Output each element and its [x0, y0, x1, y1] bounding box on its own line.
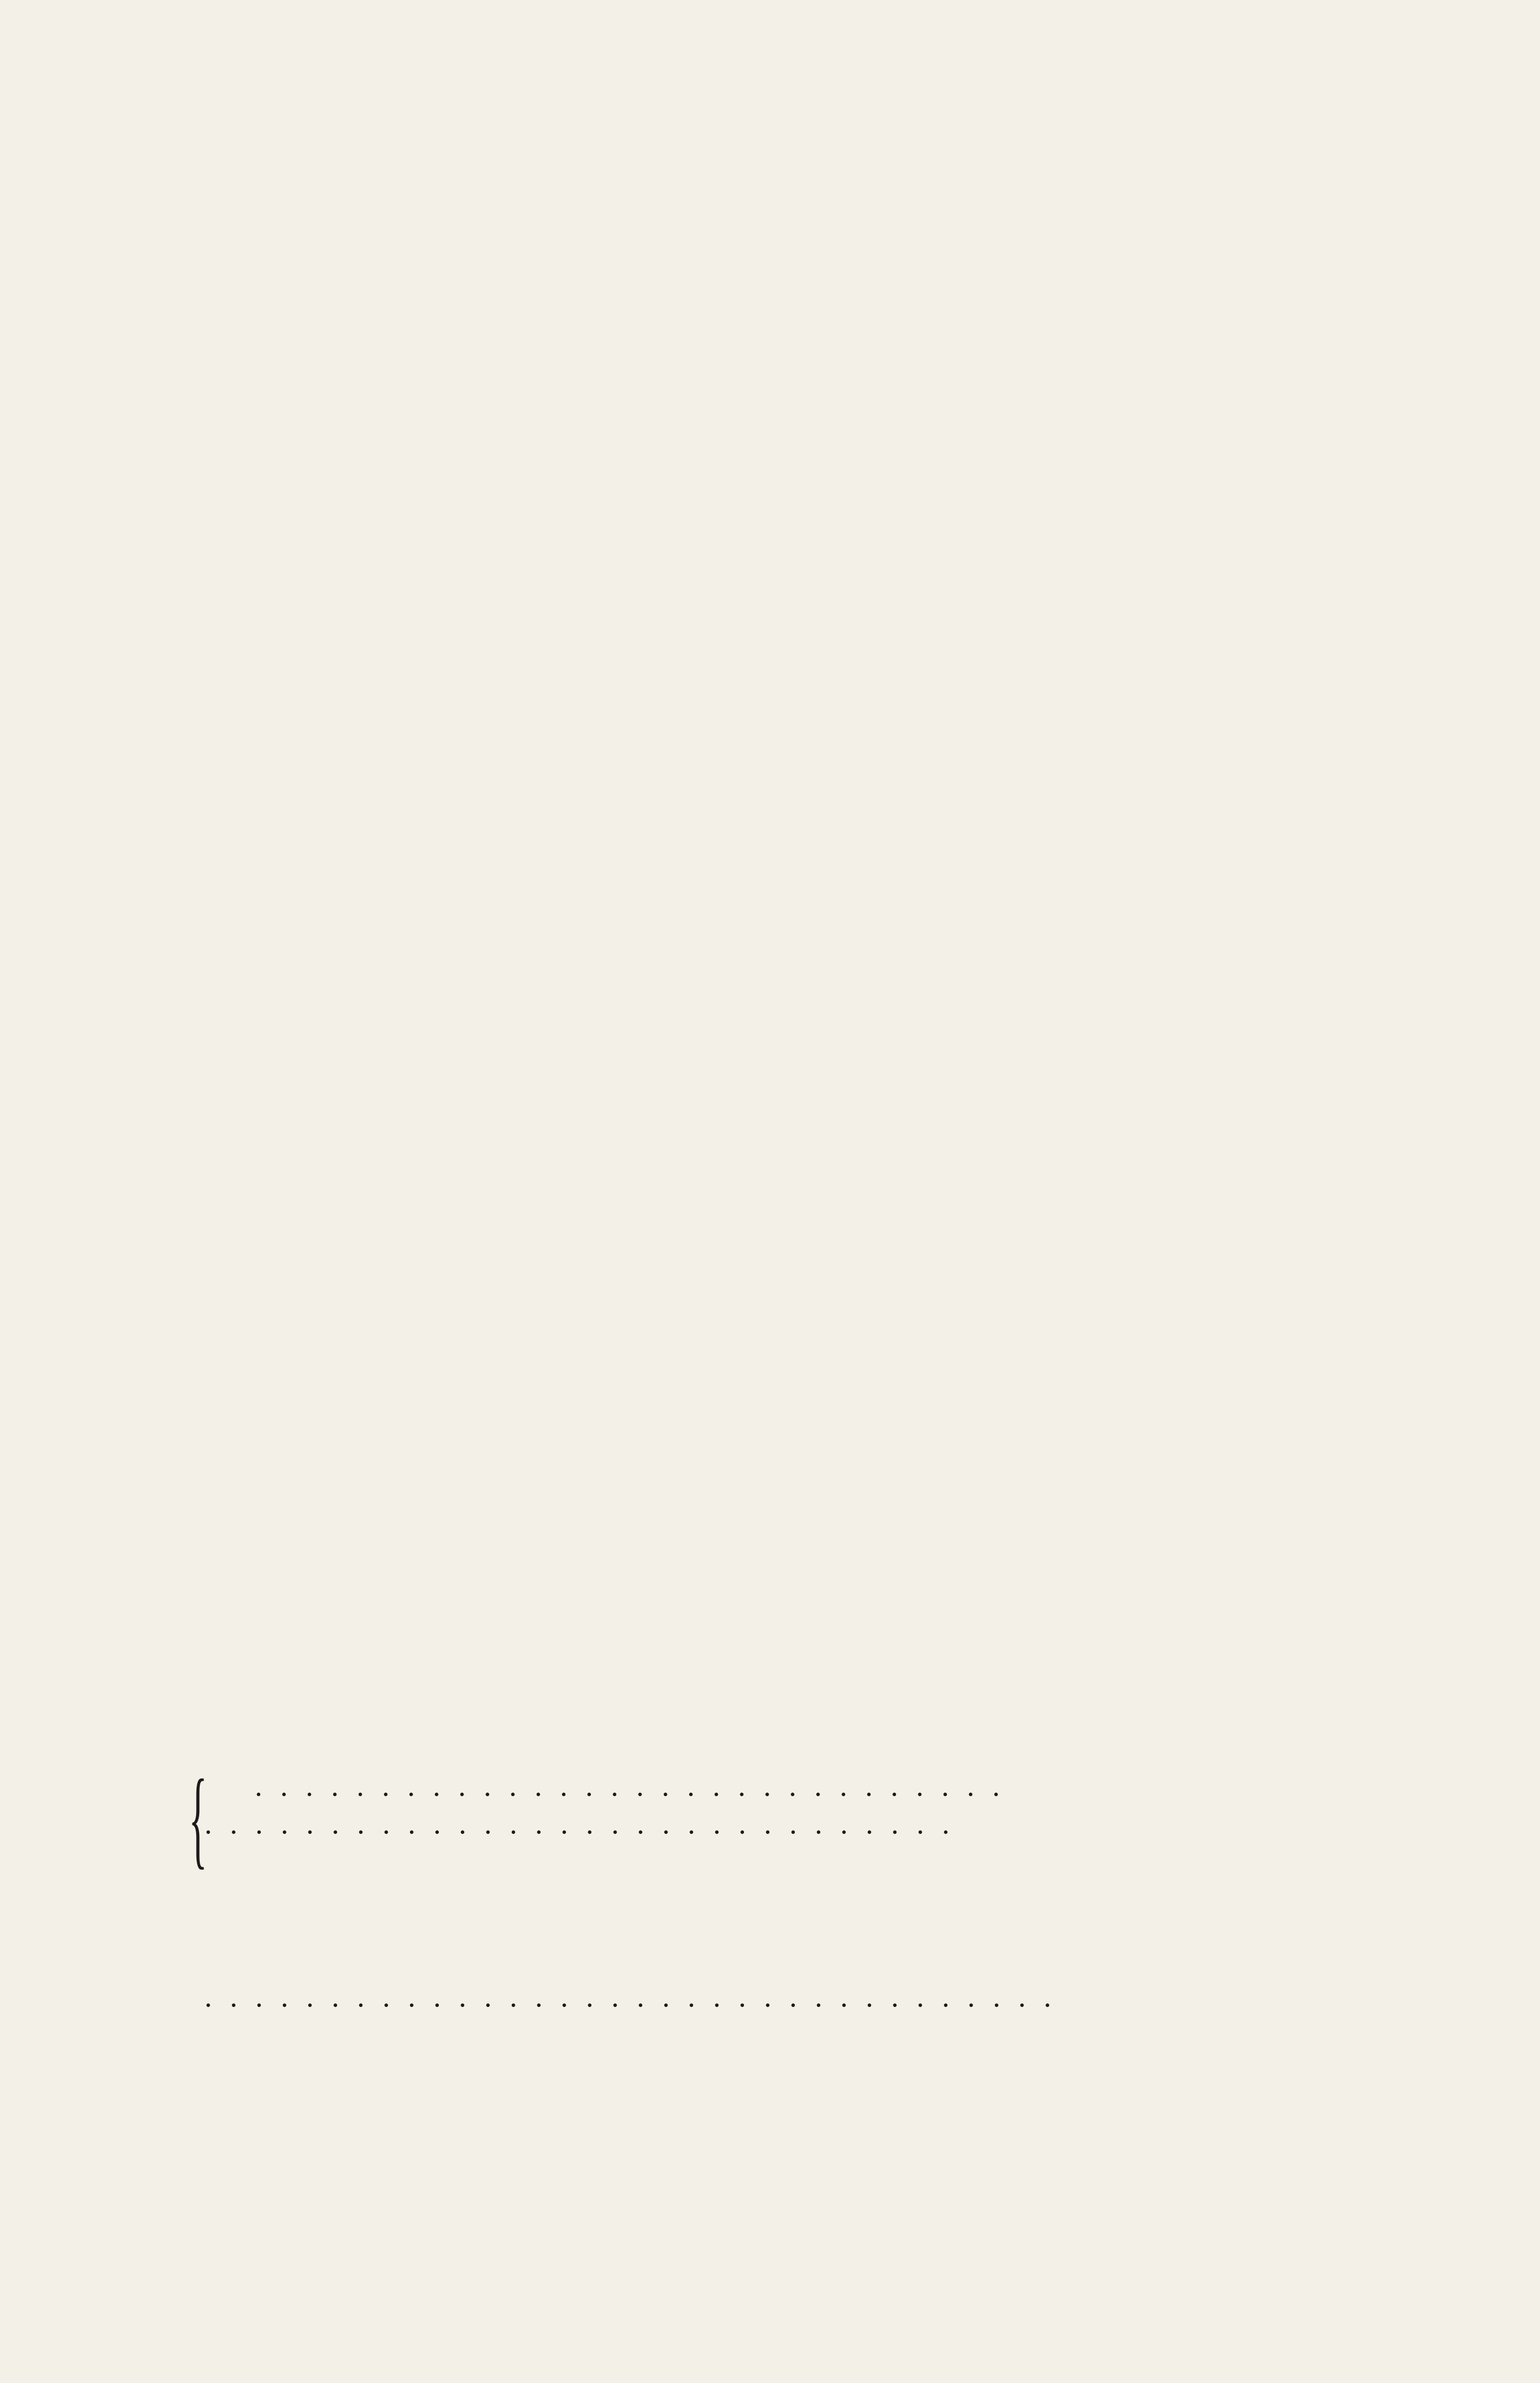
item-line: . . . . . . . . . . . . . . . . . . . . . . . . . . . . . . . . . .: [204, 1980, 1057, 2013]
item-line: . . . . . . . . . . . . . . . . . . . . . . . . . . . . . .: [255, 1769, 1005, 1802]
page-header: [126, 99, 1446, 146]
brace-symbol: {: [189, 1757, 208, 1879]
item-line: . . . . . . . . . . . . . . . . . . . . . . . . . . . . . .: [204, 1807, 955, 1840]
item-text: [204, 1767, 1290, 1843]
item-text: [204, 1978, 1290, 2016]
